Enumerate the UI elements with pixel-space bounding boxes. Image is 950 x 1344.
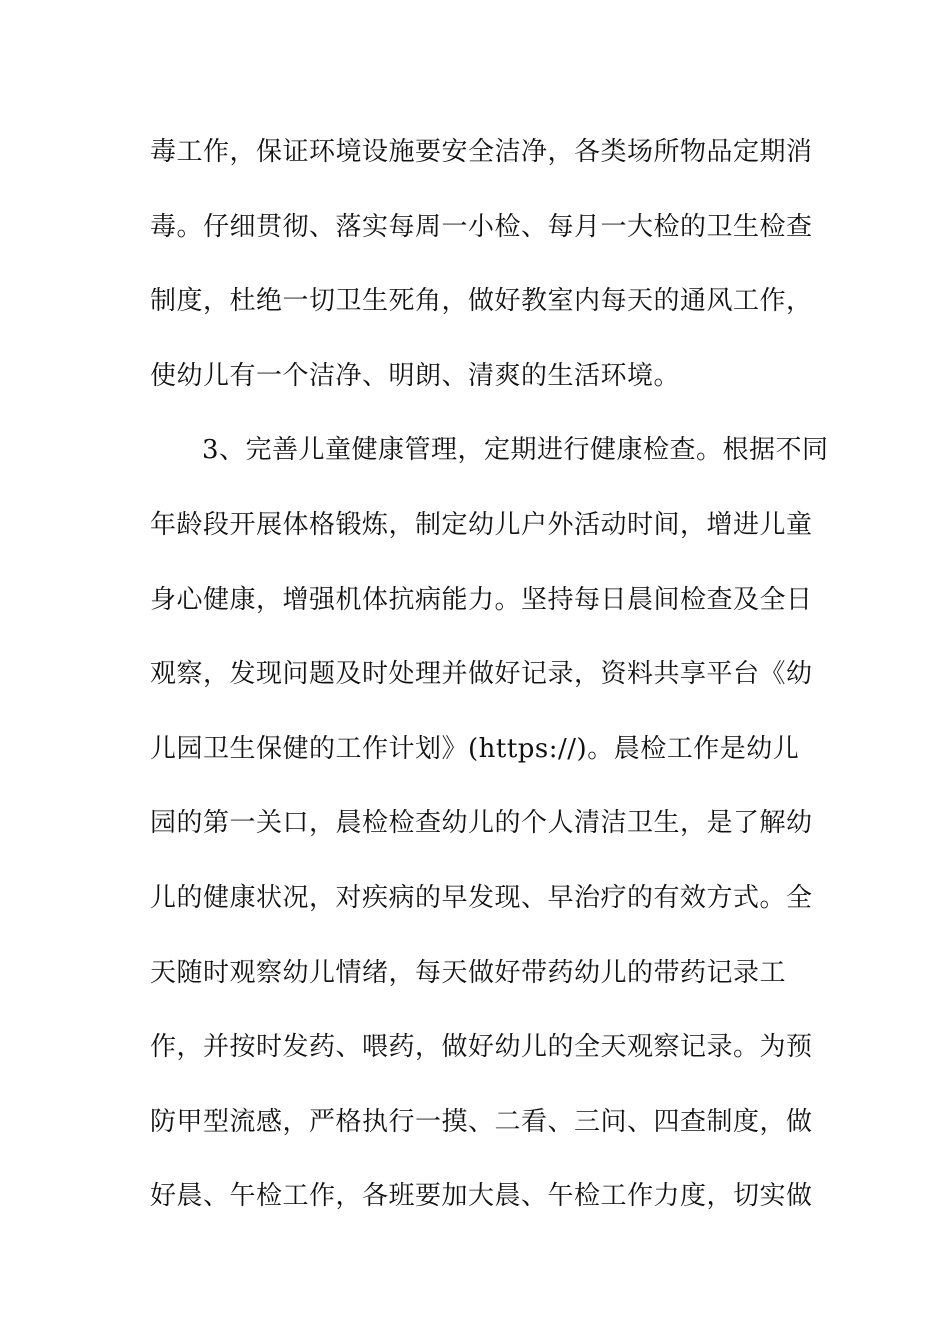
body-text — [150, 128, 829, 1247]
text-line: 毒。仔细贯彻、落实每周一小检、每月一大检的卫生检查 — [150, 211, 813, 242]
text-line: 好晨、午检工作，各班要加大晨、午检工作力度，切实做 — [150, 1181, 813, 1212]
text-line: 儿的健康状况，对疾病的早发现、早治疗的有效方式。全 — [150, 882, 813, 913]
text-line: 天随时观察幼儿情绪，每天做好带药幼儿的带药记录工 — [150, 957, 787, 988]
text-line: 制度，杜绝一切卫生死角，做好教室内每天的通风工作， — [150, 286, 813, 317]
text-line: 园的第一关口，晨检检查幼儿的个人清洁卫生，是了解幼 — [150, 808, 813, 839]
text-line: 儿园卫生保健的工作计划》(https://)。晨检工作是幼儿 — [150, 733, 800, 764]
text-line: 身心健康，增强机体抗病能力。坚持每日晨间检查及全日 — [150, 584, 813, 615]
text-line: 年龄段开展体格锻炼，制定幼儿户外活动时间，增进儿童 — [150, 509, 813, 540]
text-line: 毒工作，保证环境设施要安全洁净，各类场所物品定期消 — [150, 137, 813, 167]
text-line: 使幼儿有一个洁净、明朗、清爽的生活环境。 — [150, 360, 681, 391]
text-line: 作，并按时发药、喂药，做好幼儿的全天观察记录。为预 — [150, 1032, 813, 1063]
paragraph-start-line: 3、完善儿童健康管理，定期进行健康检查。根据不同 — [202, 435, 829, 466]
text-line: 观察，发现问题及时处理并做好记录，资料共享平台《幼 — [150, 659, 813, 690]
text-line: 防甲型流感，严格执行一摸、二看、三问、四查制度，做 — [150, 1106, 813, 1137]
